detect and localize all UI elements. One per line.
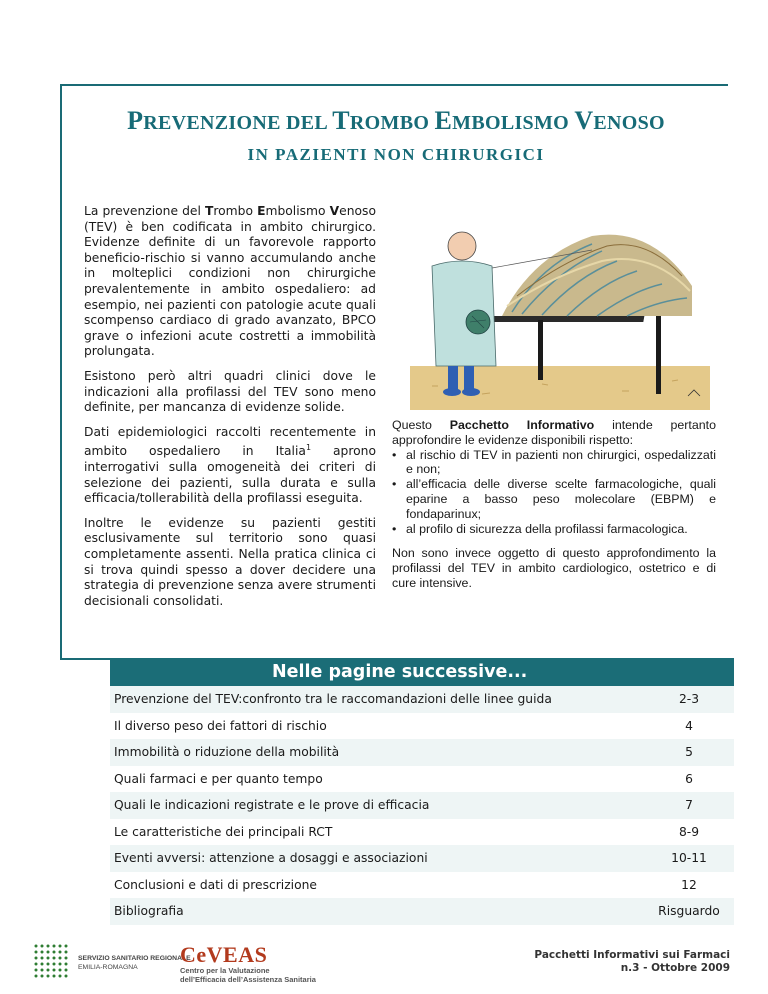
toc-page: 7 [685,798,693,813]
ceveas-subtitle: Centro per la Valutazione dell’Efficacia dell’Assistenza Sanitaria [180,966,316,984]
page-subtitle: IN PAZIENTI NON CHIRURGICI [247,145,545,164]
paragraph-2: Esistono però altri quadri clinici dove le indicazioni alla profilassi del TEV sono meno definite, per mancanza di evidenze solide. [84,368,376,415]
toc-page: 12 [681,877,697,892]
toc-page: 4 [685,718,693,733]
toc-page: 6 [685,771,693,786]
toc-row[interactable] [110,686,734,713]
toc-row[interactable] [110,713,734,740]
toc-title: Quali le indicazioni registrate e le prove di efficacia [114,798,430,813]
rer-label: SERVIZIO SANITARIO REGIONALE EMILIA-ROMAGNA [78,955,191,971]
toc-row[interactable] [110,898,734,925]
toc-page: 8-9 [678,824,700,839]
illustration-knitting-doctor [392,216,712,412]
paragraph-3: Dati epidemiologici raccolti recentemente in ambito ospedaliero in Italia$^1$ aprono interrogativi sulla omogeneità dei criteri di selezione dei pazienti, sulla durata e sulla efficacia/tollerabilità della profilassi eseguita. [84,424,376,506]
toc-page: Risguardo [658,904,720,919]
list-item: • all’efficacia delle diverse scelte farmacologiche, quali eparine a basso peso molecolare (EBPM) e fondaparinux; [392,477,716,521]
frame-top-line [60,84,728,86]
right-column [392,418,716,591]
list-item: • al rischio di TEV in pazienti non chirurgici, ospedalizzati e non; [392,448,716,478]
list-item: • al profilo di sicurezza della profilassi farmacologica. [392,522,716,537]
toc-title: Eventi avversi: attenzione a dosaggi e associazioni [114,851,428,866]
toc-page: 10-11 [671,851,707,866]
toc-row[interactable] [110,819,734,846]
page-title: PREVENZIONE DEL TROMBO EMBOLISMO VENOSO [127,106,665,135]
next-pages-header: Nelle pagine successive... [110,658,734,686]
table-of-contents [110,686,734,925]
purpose-intro: Questo Pacchetto Informativo intende pertanto approfondire le evidenze disponibili rispetto: [392,418,716,447]
toc-row[interactable] [110,766,734,793]
toc-title: Il diverso peso dei fattori di rischio [114,718,327,733]
toc-page: 5 [685,745,693,760]
intro-paragraph: La prevenzione del Trombo Embolismo Venoso (TEV) è ben codificata in ambito chirurgico. Evidenze definite di un favorevole rapporto beneficio-rischio si vanno accumulando anche in molteplici condizioni non chirurgiche prevalentemente in ambito ospedaliero: ad esempio, nei pazienti con patologie acute quali scompenso cardiaco di grado avanzato, BPCO grave o infezioni acute costretti a immobilità prolungata. [84,204,376,359]
toc-row[interactable] [110,739,734,766]
frame-left-line [60,84,62,660]
left-column [84,204,376,618]
rer-logo [32,942,191,982]
toc-title: Bibliografia [114,904,184,919]
toc-row[interactable] [110,845,734,872]
toc-title: Immobilità o riduzione della mobilità [114,745,340,760]
toc-page: 2-3 [678,692,700,707]
toc-row[interactable] [110,792,734,819]
toc-title: Quali farmaci e per quanto tempo [114,771,323,786]
toc-row[interactable] [110,872,734,899]
toc-title: Le caratteristiche dei principali RCT [114,824,333,839]
rer-dots-icon [32,942,72,982]
toc-title: Prevenzione del TEV:confronto tra le raccomandazioni delle linee guida [114,692,552,707]
ceveas-name: CeVEAS [180,942,268,967]
ceveas-logo [180,942,330,984]
exclusion-paragraph: Non sono invece oggetto di questo approfondimento la profilassi del TEV in ambito cardiologico, ostetrico e di cure intensive. [392,546,716,590]
purpose-list [392,448,716,537]
paragraph-4: Inoltre le evidenze su pazienti gestiti esclusivamente sul territorio sono quasi completamente assenti. Nella pratica clinica ci si trova quindi spesso a dover decidere una strategia di prevenzione senza avere strumenti decisionali consolidati. [84,515,376,608]
toc-title: Conclusioni e dati di prescrizione [114,877,317,892]
publication-info: Pacchetti Informativi sui Farmaci n.3 - Ottobre 2009 [534,949,730,974]
